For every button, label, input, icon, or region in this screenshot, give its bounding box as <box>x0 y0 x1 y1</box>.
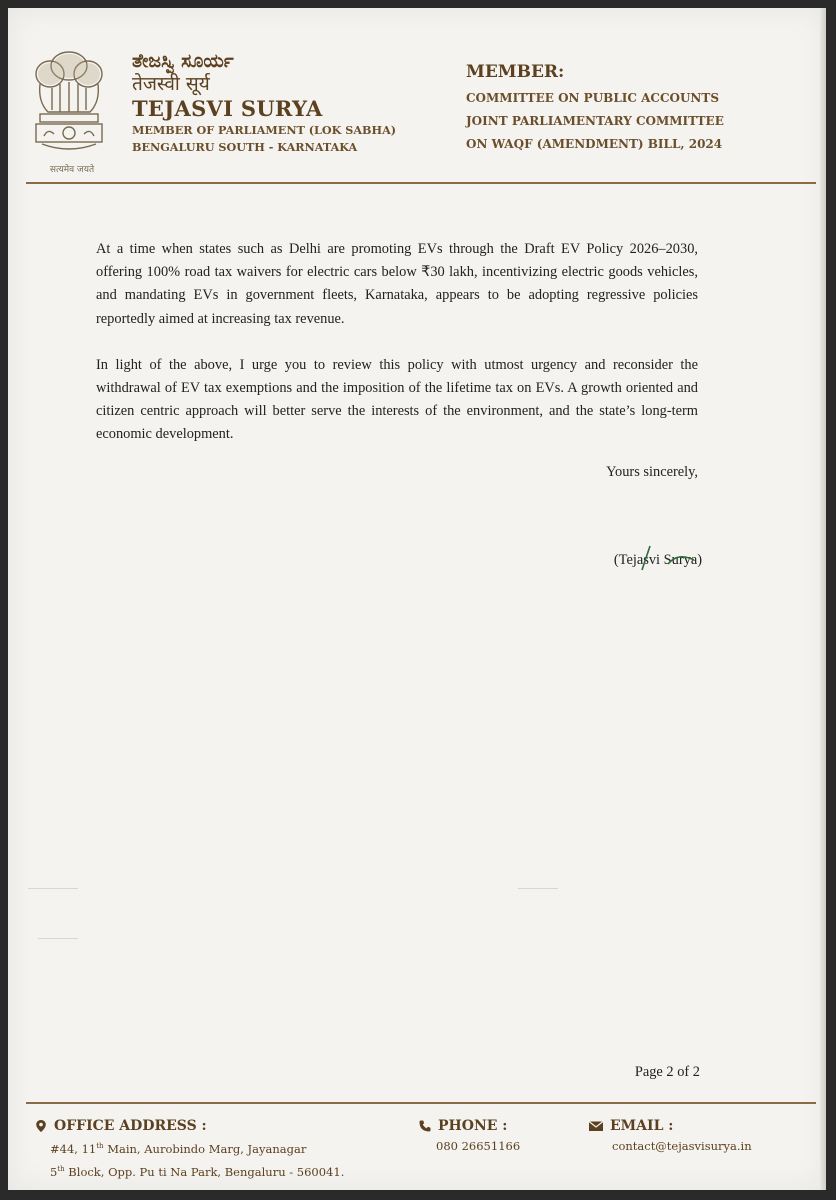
office-address-line1: #44, 11th Main, Aurobindo Marg, Jayanagar <box>50 1141 307 1156</box>
page-number: Page 2 of 2 <box>634 1064 700 1080</box>
email-label: EMAIL : <box>610 1118 674 1134</box>
name-english: TEJASVI SURYA <box>132 96 323 121</box>
closing-salutation: Yours sincerely, <box>606 464 698 480</box>
footer-email <box>588 1116 752 1156</box>
committee-line: JOINT PARLIAMENTARY COMMITTEE <box>466 114 724 128</box>
email-address: contact@tejasvisurya.in <box>612 1139 752 1153</box>
body-paragraph: At a time when states such as Delhi are promoting EVs through the Draft EV Policy 2026–2030, offering 100% road tax waivers for electric cars below ₹30 lakh, incentivizing electric goods vehicles, and mandating EVs in government fleets, Karnataka, appears to be adopting regressive policies reportedly aimed at increasing tax revenue. <box>96 241 698 327</box>
signature-block <box>548 552 702 569</box>
location-pin-icon <box>34 1119 48 1133</box>
page-edge <box>820 8 826 1190</box>
name-kannada: ತೇಜಸ್ವಿ ಸೂರ್ಯ <box>132 50 234 72</box>
office-address-line2: 5th Block, Opp. Pu ti Na Park, Bengaluru - 560041. <box>50 1164 345 1179</box>
phone-label: PHONE : <box>438 1118 508 1134</box>
sender-block <box>132 50 432 156</box>
envelope-icon <box>588 1119 604 1133</box>
footer-divider <box>26 1102 816 1104</box>
committee-line: COMMITTEE ON PUBLIC ACCOUNTS <box>466 91 719 105</box>
scan-artifact <box>518 888 558 889</box>
constituency: BENGALURU SOUTH - KARNATAKA <box>132 140 358 154</box>
member-title: MEMBER: <box>466 62 565 82</box>
footer-office <box>34 1116 344 1182</box>
office-label: OFFICE ADDRESS : <box>54 1118 207 1134</box>
designation: MEMBER OF PARLIAMENT (LOK SABHA) <box>132 123 397 137</box>
body-paragraph: In light of the above, I urge you to review this policy with utmost urgency and reconsider the withdrawal of EV tax exemptions and the imposition of the lifetime tax on EVs. A growth oriented and citizen centric approach will better serve the interests of the environment, and the state’s long-term economic development. <box>96 356 698 443</box>
phone-number: 080 26651166 <box>436 1139 521 1153</box>
membership-block <box>466 60 766 156</box>
signature-name: (Tejasvi Surya) <box>613 552 702 568</box>
letter-body <box>96 238 698 470</box>
signature-stroke-icon <box>638 544 698 574</box>
scan-artifact <box>38 938 78 939</box>
scan-artifact <box>28 888 78 889</box>
letter-page <box>8 8 826 1190</box>
national-emblem <box>26 44 112 175</box>
phone-icon <box>418 1119 432 1133</box>
lion-capital-icon <box>26 44 112 162</box>
committee-line: ON WAQF (AMENDMENT) BILL, 2024 <box>466 137 723 151</box>
name-hindi: तेजस्वी सूर्य <box>132 73 210 95</box>
footer-phone <box>418 1116 520 1156</box>
emblem-motto: सत्यमेव जयते <box>49 165 95 175</box>
header-divider <box>26 182 816 184</box>
